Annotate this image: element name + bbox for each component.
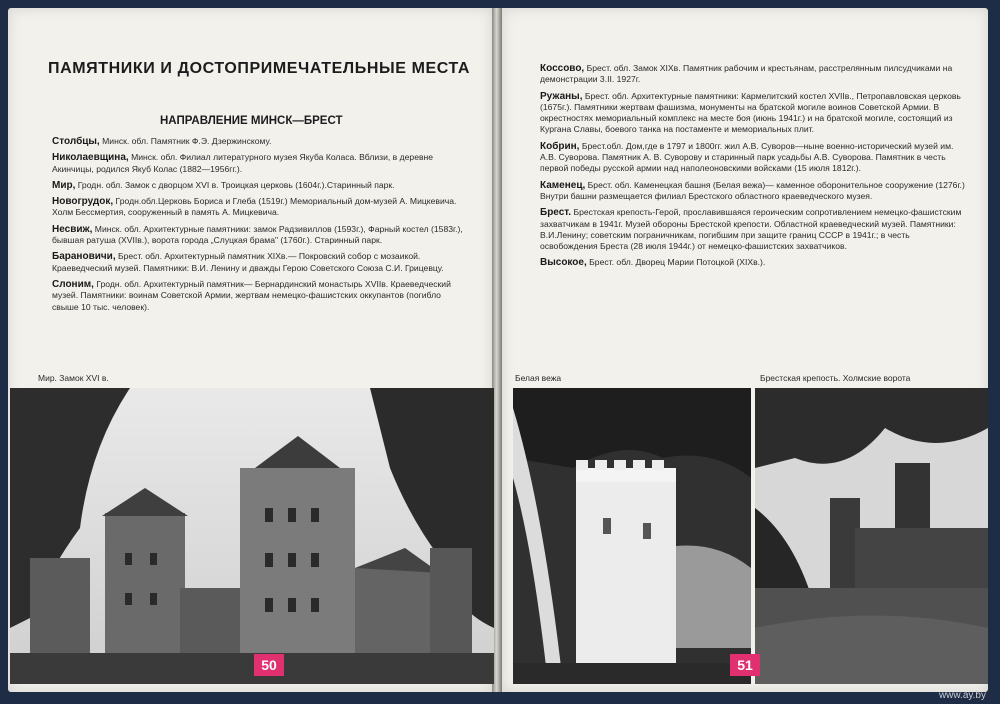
place-description: Брест. обл. Архитектурный памятник XIXв.— Покровский собор с мозаикой. Краеведческий музей. Памятники: В.И. Ленину и дважды Герою Советского Союза С.И. Грицевцу. [52, 251, 444, 273]
place-name: Несвиж, [52, 223, 93, 235]
place-name: Барановичи, [52, 251, 116, 263]
place-description: Брест.обл. Дом,где в 1797 и 1800гг. жил А.В. Суворов—ныне военно-исторический музей им. А.В. Суворова. Памятник А. В. Суворову и старинный парк усадьбы А.В. Суворова. Памятник в честь первой победы русской армии над наполеоновскими войсками (15 июля 1812г.). [540, 140, 954, 174]
list-item [52, 224, 470, 247]
place-name: Новогрудок, [52, 196, 114, 208]
photo-caption-brest-fortress: Брестская крепость. Холмские ворота [760, 373, 911, 383]
photo-caption-mir: Мир. Замок XVI в. [38, 373, 109, 383]
list-item [52, 136, 470, 147]
list-item [52, 251, 470, 274]
place-name: Столбцы, [52, 136, 100, 147]
list-item [52, 279, 470, 313]
list-item [52, 180, 470, 191]
place-description: Брест. обл. Замок XIXв. Памятник рабочим и крестьянам, расстрелянным пилсудчиками на демонстрации 3.II. 1927г. [540, 63, 953, 85]
place-description: Гродн.обл.Церковь Бориса и Глеба (1519г.) Мемориальный дом-музей А. Мицкевича. Холм Бессмертия, сооруженный в память А. Мицкевича. [52, 196, 457, 218]
right-entries-list [540, 63, 968, 274]
place-description: Минск. обл. Памятник Ф.Э. Дзержинскому. [102, 136, 272, 146]
white-tower-photo [513, 388, 751, 684]
place-name: Брест. [540, 207, 572, 219]
place-description: Гродн. обл. Архитектурный памятник— Бернардинский монастырь XVIIв. Краеведческий музей. Памятники: воинам Советской Армии, жертвам немецко-фашистских оккупантов (погибло свыше 10 тыс. человек). [52, 278, 451, 312]
place-description: Минск. обл. Архитектурные памятники: замок Радзивиллов (1593г.), Фарный костел (1583г.), бывшая ратуша (XVIIв.), ворота города „Слуцкая брама" (1760г.). Старинный парк. [52, 223, 463, 246]
place-description: Гродн. обл. Замок с дворцом XVI в. Троицкая церковь (1604г.).Старинный парк. [77, 179, 395, 190]
place-description: Брест. обл. Архитектурные памятники: Кармелитский костел XVIIв., Петропавловская церковь (1675г.). Памятники жертвам фашизма, монументы на братской могиле воинов Советской Армии. В окрестностях мемориальный комплекс на месте боя (июнь 1941г.) и на братской могиле, состоящий из Кургана Славы, боевого танка на постаменте и мемориальных плит. [540, 90, 961, 135]
place-description: Минск. обл. Филиал литературного музея Якуба Коласа. Вблизи, в деревне Акинчицы, родился Якуб Колас (1882—1956гг.). [52, 152, 434, 174]
list-item [540, 207, 968, 252]
place-name: Кобрин, [540, 140, 580, 152]
list-item [540, 180, 968, 203]
place-name: Николаевщина, [52, 152, 129, 164]
place-description: Брест. обл. Каменецкая башня (Белая вежа)— каменное оборонительное сооружение (1276г.) Внутри башни размещается филиал Брестского областного краеведческого музея. [540, 179, 965, 201]
left-entries-list [52, 136, 470, 318]
place-name: Коссово, [540, 63, 585, 74]
section-subtitle: НАПРАВЛЕНИЕ МИНСК—БРЕСТ [160, 115, 343, 127]
mir-castle-photo [10, 388, 494, 684]
place-name: Слоним, [52, 278, 94, 290]
page-title: ПАМЯТНИКИ И ДОСТОПРИМЕЧАТЕЛЬНЫЕ МЕСТА [48, 60, 471, 77]
place-description: Брестская крепость-Герой, прославившаяся героическим сопротивлением немецко-фашистским захватчикам в 1941г. Музей обороны Брестской крепости. Областной краеведческий музей. Памятники: В.И.Ленину; советским пограничникам, погибшим при защите границ СССР в 1941г.; в честь освобождения Бреста (28 июля 1944г.) от немецко-фашистских захватчиков. [540, 207, 962, 252]
photo-caption-white-tower: Белая вежа [515, 373, 562, 383]
list-item [52, 152, 470, 175]
place-name: Ружаны, [540, 90, 583, 102]
place-name: Высокое, [540, 257, 587, 269]
place-name: Каменец, [540, 179, 586, 191]
brest-fortress-photo [755, 388, 988, 684]
list-item [540, 141, 968, 175]
list-item [540, 257, 968, 268]
list-item [52, 196, 470, 219]
watermark: www.ay.by [938, 690, 986, 701]
page-number-50: 50 [254, 654, 284, 676]
place-name: Мир, [52, 179, 76, 191]
list-item [540, 63, 968, 86]
list-item [540, 91, 968, 136]
page-number-51: 51 [730, 654, 760, 676]
place-description: Брест. обл. Дворец Марии Потоцкой (XIXв.). [589, 257, 766, 268]
